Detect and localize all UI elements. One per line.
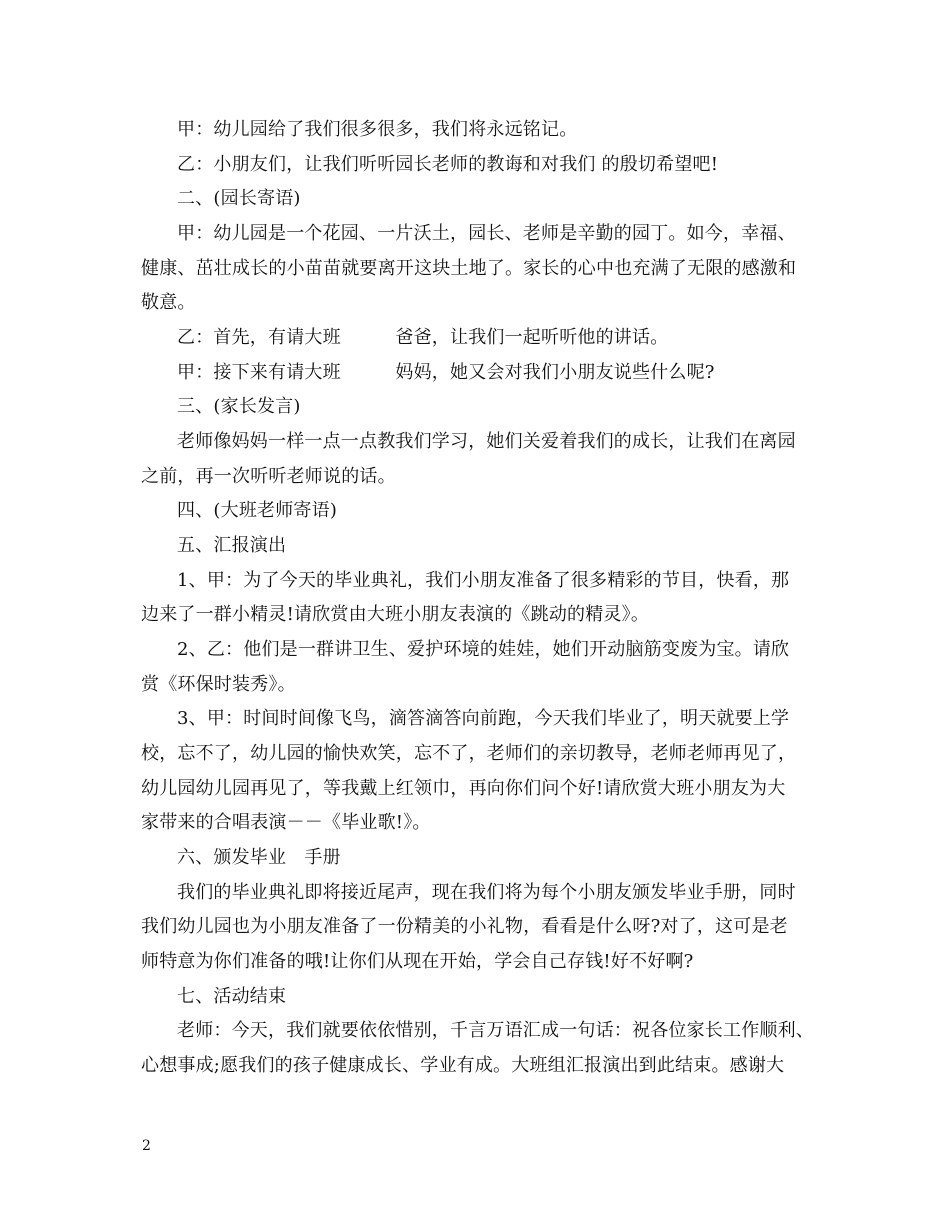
- text-line: 甲：幼儿园给了我们很多很多，我们将永远铭记。: [177, 119, 578, 140]
- text-line: 赏《环保时装秀》。: [141, 674, 296, 695]
- text-line: 甲：幼儿园是一个花园、一片沃土，园长、老师是辛勤的园丁。如今，幸福、: [177, 223, 796, 244]
- text-line: 老师：今天，我们就要依依惜别，千言万语汇成一句话：祝各位家长工作顺利、: [177, 1020, 814, 1041]
- text-line: 2、乙：他们是一群讲卫生、爱护环境的娃娃，她们开动脑筋变废为宝。请欣: [177, 639, 790, 660]
- section-heading: 三、(家长发言): [177, 396, 301, 417]
- text-line: 甲：接下来有请大班 妈妈，她又会对我们小朋友说些什么呢?: [177, 362, 715, 383]
- text-line: 师特意为你们准备的哦!让你们从现在开始，学会自己存钱!好不好啊?: [141, 951, 694, 972]
- section-heading: 二、(园长寄语): [177, 188, 301, 209]
- text-line: 之前，再一次听听老师说的话。: [141, 466, 396, 487]
- text-line: 老师像妈妈一样一点一点教我们学习，她们关爱着我们的成长，让我们在离园: [177, 431, 796, 452]
- text-line: 家带来的合唱表演－－《毕业歌!》。: [141, 812, 431, 833]
- text-line: 幼儿园幼儿园再见了，等我戴上红领巾，再向你们问个好!请欣赏大班小朋友为大: [141, 778, 786, 799]
- text-line: 我们幼儿园也为小朋友准备了一份精美的小礼物，看看是什么呀?对了，这可是老: [141, 916, 788, 937]
- text-line: 我们的毕业典礼即将接近尾声，现在我们将为每个小朋友颁发毕业手册，同时: [177, 882, 796, 903]
- text-line: 边来了一群小精灵!请欣赏由大班小朋友表演的《跳动的精灵》。: [141, 604, 650, 625]
- section-heading: 五、汇报演出: [177, 535, 287, 556]
- text-line: 乙：首先，有请大班 爸爸，让我们一起听听他的讲话。: [177, 327, 669, 348]
- text-line: 校，忘不了，幼儿园的愉快欢笑，忘不了，老师们的亲切教导，老师老师再见了，: [141, 743, 797, 764]
- section-heading: 四、(大班老师寄语): [177, 500, 338, 521]
- text-line: 敬意。: [141, 292, 196, 313]
- text-line: 3、甲：时间时间像飞鸟，滴答滴答向前跑，今天我们毕业了，明天就要上学: [177, 708, 790, 729]
- text-line: 健康、茁壮成长的小苗苗就要离开这块土地了。家长的心中也充满了无限的感激和: [141, 258, 797, 279]
- text-line: 心想事成;愿我们的孩子健康成长、学业有成。大班组汇报演出到此结束。感谢大: [141, 1055, 785, 1076]
- page-number: 2: [142, 1138, 151, 1154]
- text-line: 1、甲：为了今天的毕业典礼，我们小朋友准备了很多精彩的节目，快看，那: [177, 570, 790, 591]
- section-heading: 六、颁发毕业 手册: [177, 847, 341, 868]
- text-line: 乙：小朋友们，让我们听听园长老师的教诲和对我们 的殷切希望吧!: [177, 154, 719, 175]
- section-heading: 七、活动结束: [177, 986, 287, 1007]
